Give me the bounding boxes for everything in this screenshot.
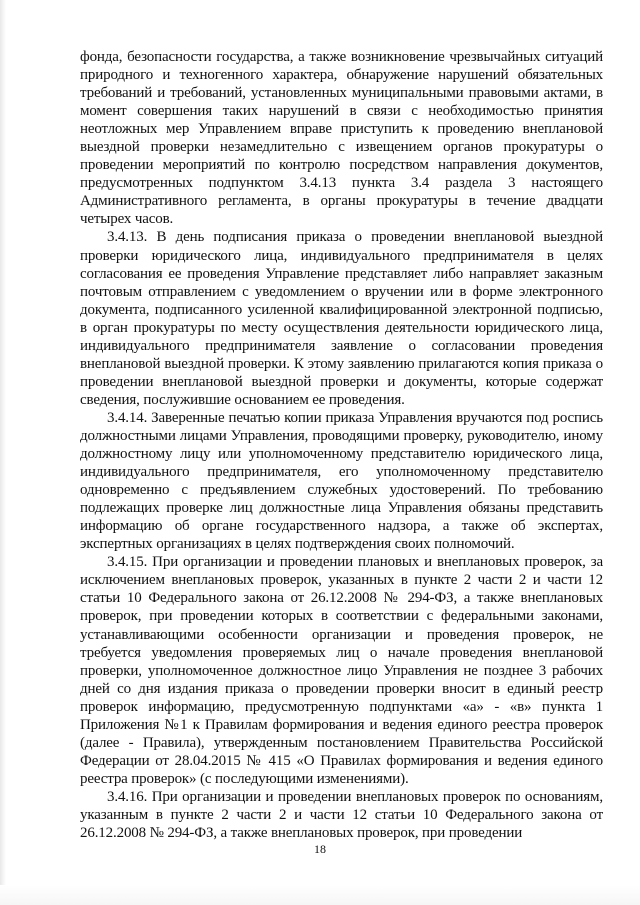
scan-edge bbox=[0, 0, 6, 905]
page-number: 18 bbox=[314, 842, 326, 856]
paragraph-3-4-13: 3.4.13. В день подписания приказа о проведении внеплановой выездной проверки юридического лица, индивидуального предпринимателя в целях согласования ее проведения Управление представляет либо направляет заказным почтовым отправлением с уведомлением о вручении или в форме электронного документа, подписанного усиленной квалифицированной электронной подписью, в орган прокуратуры по месту осуществления деятельности юридического лица, индивидуального предпринимателя заявление о согласовании проведения внеплановой выездной проверки. К этому заявлению прилагаются копия приказа о проведении внеплановой выездной проверки и документы, которые содержат сведения, послужившие основанием ее проведения. bbox=[80, 229, 603, 408]
document-body bbox=[80, 48, 603, 842]
paragraph-3-4-15: 3.4.15. При организации и проведении плановых и внеплановых проверок, за исключением внеплановых проверок, указанных в пункте 2 части 2 и части 12 статьи 10 Федерального закона от 26.12.2008 № 294-ФЗ, а также внеплановых проверок, при проведении которых в соответствии с федеральными законами, устанавливающими особенности организации и проведения проверок, не требуется уведомления проверяемых лиц о начале проведения внеплановой проверки, уполномоченное должностное лицо Управления не позднее 3 рабочих дней со дня издания приказа о проведении проверки вносит в единый реестр проверок информацию, предусмотренную подпунктами «а» - «в» пункта 1 Приложения №1 к Правилам формирования и ведения единого реестра проверок (далее - Правила), утвержденным постановлением Правительства Российской Федерации от 28.04.2015 № 415 «О Правилах формирования и ведения единого реестра проверок» (с последующими изменениями). bbox=[80, 554, 603, 787]
paragraph-3-4-16: 3.4.16. При организации и проведении внеплановых проверок по основаниям, указанным в пункте 2 части 2 и части 12 статьи 10 Федерального закона от 26.12.2008 № 294-ФЗ, а также внеплановых проверок, при проведении bbox=[80, 788, 603, 842]
scan-bottom-edge bbox=[0, 885, 640, 905]
paragraph-continuation: фонда, безопасности государства, а также возникновение чрезвычайных ситуаций природного и техногенного характера, обнаружение нарушений обязательных требований и требований, установленных муниципальными правовыми актами, в момент совершения таких нарушений в связи с необходимостью принятия неотложных мер Управлением вправе приступить к проведению внеплановой выездной проверки незамедлительно с извещением органов прокуратуры о проведении мероприятий по контролю посредством направления документов, предусмотренных подпунктом 3.4.13 пункта 3.4 раздела 3 настоящего Административного регламента, в органы прокуратуры в течение двадцати четырех часов. bbox=[80, 49, 603, 228]
paragraph-3-4-14: 3.4.14. Заверенные печатью копии приказа Управления вручаются под роспись должностными лицами Управления, проводящими проверку, руководителю, иному должностному лицу или уполномоченному представителю юридического лица, индивидуального предпринимателя, его уполномоченному представителю одновременно с предъявлением служебных удостоверений. По требованию подлежащих проверке лиц должностные лица Управления обязаны представить информацию об органе государственного надзора, а также об экспертах, экспертных организациях в целях подтверждения своих полномочий. bbox=[80, 409, 603, 553]
